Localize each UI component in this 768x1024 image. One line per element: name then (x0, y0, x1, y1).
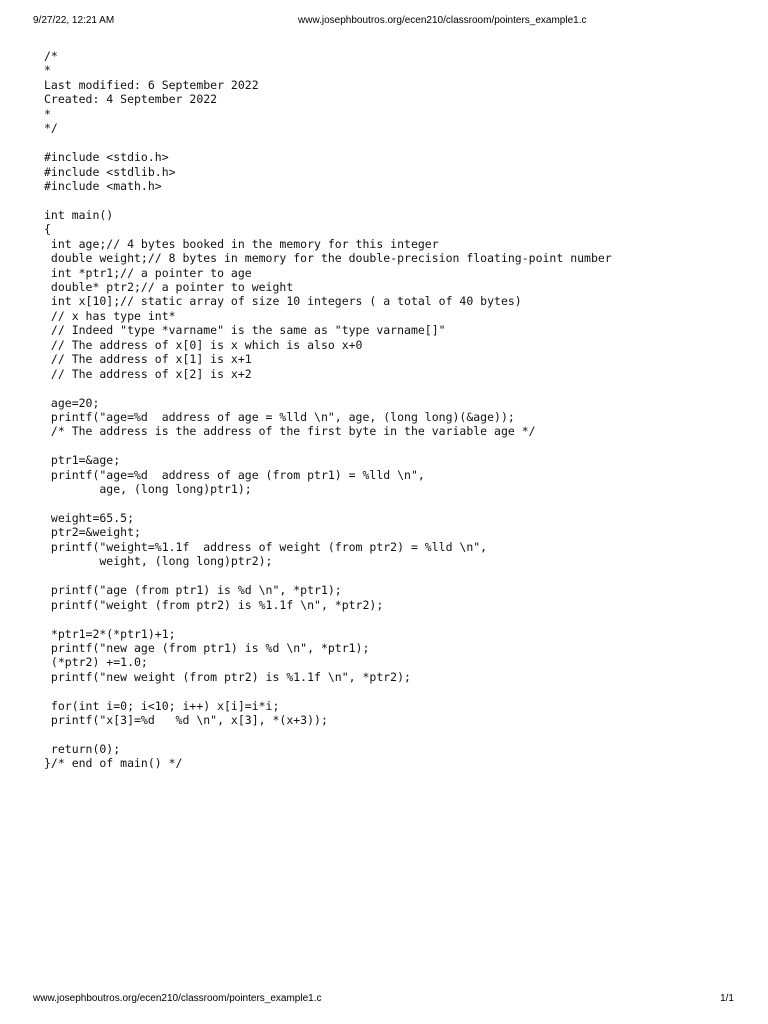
code-line: { (44, 222, 51, 237)
code-line: return(0); (44, 742, 121, 756)
code-line (44, 569, 612, 583)
code-line: printf("age=%d address of age (from ptr1) = %lld \n", (44, 467, 425, 482)
code-line: printf("age (from ptr1) is %d \n", *ptr1); (44, 583, 342, 598)
code-line: Created: 4 September 2022 (44, 92, 218, 107)
code-line: ptr1=&age; (44, 453, 121, 468)
code-line: for(int i=0; i<10; i++) x[i]=i*i; (44, 698, 280, 713)
code-line: // x has type int* (44, 308, 176, 323)
code-line: #include <stdlib.h> (44, 164, 176, 179)
code-line: *ptr1=2*(*ptr1)+1; (44, 626, 176, 641)
code-line (44, 193, 612, 207)
code-line: printf("new age (from ptr1) is %d \n", *ptr1); (44, 640, 370, 655)
code-line: double* ptr2;// a pointer to weight (44, 280, 294, 294)
code-line: printf("new weight (from ptr2) is %1.1f \n", *ptr2); (44, 669, 411, 684)
code-line: int main() (44, 207, 114, 222)
code-line: age=20; (44, 395, 100, 410)
code-line: double weight;// 8 bytes in memory for the double-precision floating-point number (44, 251, 612, 266)
code-line: weight=65.5; (44, 511, 135, 525)
page-number: 1/1 (720, 993, 734, 1004)
code-line: // Indeed "type *varname" is the same as "type varname[]" (44, 323, 446, 338)
code-line: * (44, 63, 51, 78)
code-line (44, 684, 612, 698)
code-line (44, 728, 612, 742)
code-line: * (44, 106, 51, 121)
code-line: printf("weight=%1.1f address of weight (from ptr2) = %lld \n", (44, 539, 488, 554)
code-line: printf("weight (from ptr2) is %1.1f \n", *ptr2); (44, 597, 384, 612)
code-line: }/* end of main() */ (44, 756, 183, 771)
code-line: printf("x[3]=%d %d \n", x[3], *(x+3)); (44, 713, 328, 728)
code-line: ptr2=&weight; (44, 525, 141, 540)
code-line: // The address of x[1] is x+1 (44, 352, 252, 367)
code-line: #include <stdio.h> (44, 150, 169, 165)
source-code-listing (44, 49, 612, 771)
code-line: int *ptr1;// a pointer to age (44, 265, 252, 280)
print-footer-url: www.josephboutros.org/ecen210/classroom/pointers_example1.c (33, 993, 322, 1004)
code-line: (*ptr2) +=1.0; (44, 655, 148, 670)
code-line: Last modified: 6 September 2022 (44, 77, 259, 92)
code-line: // The address of x[2] is x+2 (44, 366, 252, 381)
code-line (44, 612, 612, 626)
code-line: weight, (long long)ptr2); (44, 554, 273, 569)
code-line (44, 136, 612, 150)
code-line: age, (long long)ptr1); (44, 482, 252, 497)
code-line: */ (44, 121, 58, 136)
code-line: #include <math.h> (44, 178, 162, 193)
code-line (44, 439, 612, 453)
code-line: printf("age=%d address of age = %lld \n", age, (long long)(&age)); (44, 409, 515, 424)
code-line: int x[10];// static array of size 10 integers ( a total of 40 bytes) (44, 294, 522, 309)
code-line (44, 381, 612, 395)
code-line: int age;// 4 bytes booked in the memory for this integer (44, 236, 439, 251)
code-line: /* (44, 49, 58, 63)
print-header-url: www.josephboutros.org/ecen210/classroom/pointers_example1.c (298, 15, 587, 26)
code-line: // The address of x[0] is x which is also x+0 (44, 337, 363, 352)
code-line: /* The address is the address of the first byte in the variable age */ (44, 424, 536, 439)
print-datetime: 9/27/22, 12:21 AM (33, 15, 115, 26)
code-line (44, 497, 612, 511)
